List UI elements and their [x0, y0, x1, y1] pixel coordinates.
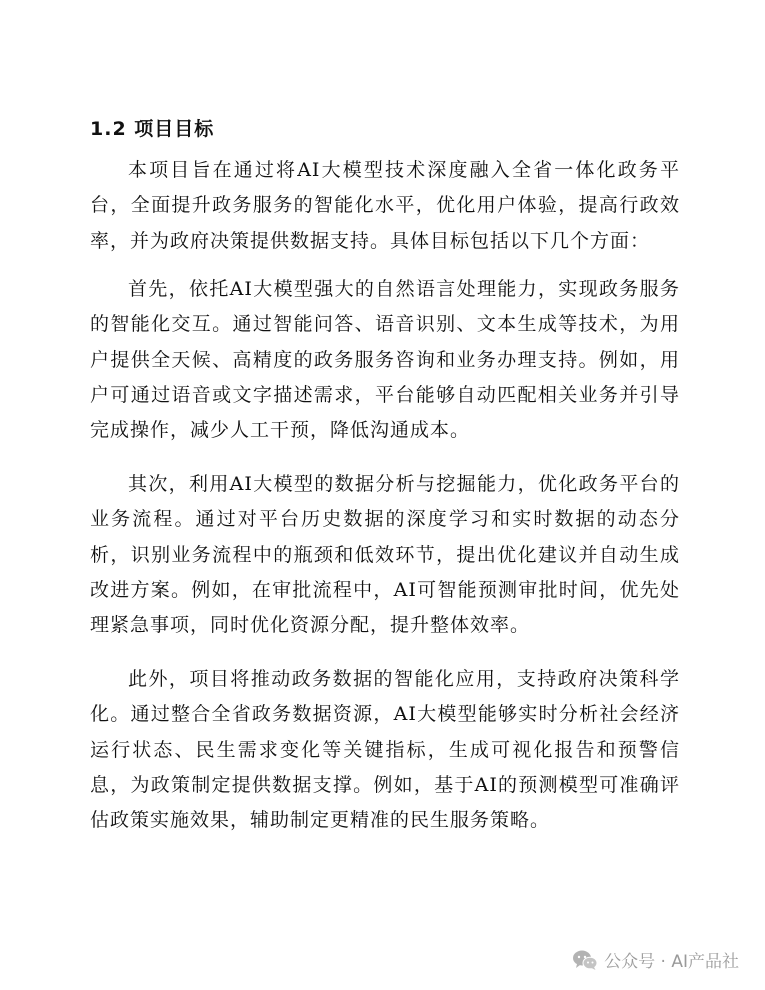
paragraph-intro: 本项目旨在通过将AI大模型技术深度融入全省一体化政务平台，全面提升政务服务的智能化水平，优化用户体验，提高行政效率，并为政府决策提供数据支持。具体目标包括以下几个方面：: [90, 159, 680, 252]
paragraph-third: 此外，项目将推动政务数据的智能化应用，支持政府决策科学化。通过整合全省政务数据资源，AI大模型能够实时分析社会经济运行状态、民生需求变化等关键指标，生成可视化报告和预警信息，为政策制定提供数据支撑。例如，基于AI的预测模型可准确评估政策实施效果，辅助制定更精准的民生服务策略。: [90, 668, 680, 832]
paragraph-second: 其次，利用AI大模型的数据分析与挖掘能力，优化政务平台的业务流程。通过对平台历史数据的深度学习和实时数据的动态分析，识别业务流程中的瓶颈和低效环节，提出优化建议并自动生成改进方案。例如，在审批流程中，AI可智能预测审批时间，优先处理紧急事项，同时优化资源分配，提升整体效率。: [90, 473, 680, 637]
section-heading: 1.2 项目目标: [90, 118, 215, 140]
watermark-text: 公众号 · AI产品社: [604, 952, 739, 972]
wechat-icon: [572, 949, 598, 971]
watermark: [572, 947, 739, 972]
paragraph-first: 首先，依托AI大模型强大的自然语言处理能力，实现政务服务的智能化交互。通过智能问答、语音识别、文本生成等技术，为用户提供全天候、高精度的政务服务咨询和业务办理支持。例如，用户可通过语音或文字描述需求，平台能够自动匹配相关业务并引导完成操作，减少人工干预，降低沟通成本。: [90, 278, 680, 442]
